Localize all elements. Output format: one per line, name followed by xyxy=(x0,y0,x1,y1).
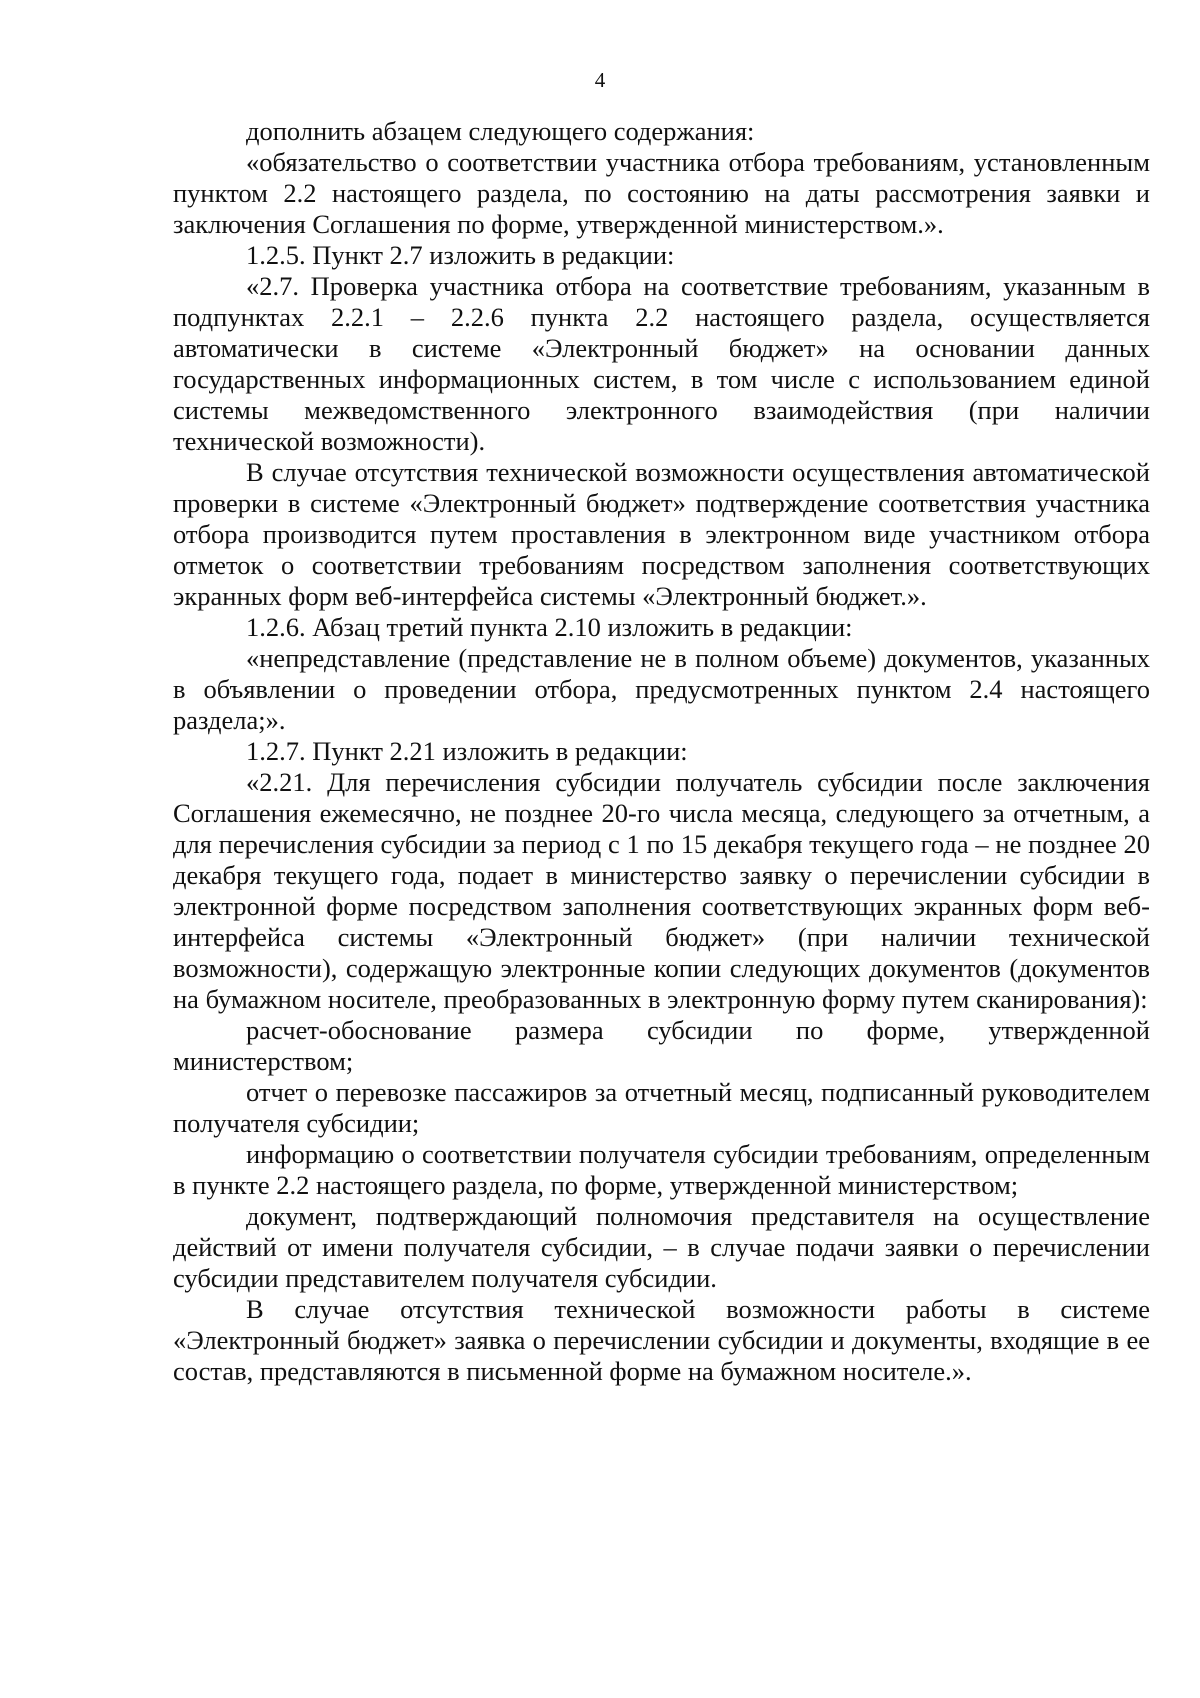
paragraph: дополнить абзацем следующего содержания: xyxy=(246,116,755,146)
paragraph: «обязательство о соответствии участника отбора требованиям, установленным пунктом 2.2 настоящего раздела, по состоянию на даты рассмотрения заявки и заключения Соглашения по форме, утвержденной министерством.». xyxy=(173,147,1150,239)
paragraph: «2.7. Проверка участника отбора на соответствие требованиям, указанным в подпунктах 2.2.1 – 2.2.6 пункта 2.2 настоящего раздела, осуществляется автоматически в системе «Электронный бюджет» на основании данных государственных информационных систем, в том числе с использованием единой системы межведомственного электронного взаимодействия (при наличии технической возможности). xyxy=(173,271,1150,456)
document-body xyxy=(173,116,1150,1387)
paragraph: документ, подтверждающий полномочия представителя на осуществление действий от имени получателя субсидии, – в случае подачи заявки о перечислении субсидии представителем получателя субсидии. xyxy=(173,1201,1150,1293)
paragraph: «2.21. Для перечисления субсидии получатель субсидии после заключения Соглашения ежемесячно, не позднее 20-го числа месяца, следующего за отчетным, а для перечисления субсидии за период с 1 по 15 декабря текущего года – не позднее 20 декабря текущего года, подает в министерство заявку о перечислении субсидии в электронной форме посредством заполнения соответствующих экранных форм веб-интерфейса системы «Электронный бюджет» (при наличии технической возможности), содержащую электронные копии следующих документов (документов на бумажном носителе, преобразованных в электронную форму путем сканирования): xyxy=(173,767,1150,1014)
paragraph: В случае отсутствия технической возможности работы в системе «Электронный бюджет» заявка о перечислении субсидии и документы, входящие в ее состав, представляются в письменной форме на бумажном носителе.». xyxy=(173,1294,1150,1386)
paragraph: 1.2.6. Абзац третий пункта 2.10 изложить в редакции: xyxy=(246,612,853,642)
paragraph: 1.2.5. Пункт 2.7 изложить в редакции: xyxy=(246,240,675,270)
paragraph: В случае отсутствия технической возможности осуществления автоматической проверки в системе «Электронный бюджет» подтверждение соответствия участника отбора производится путем проставления в электронном виде участником отбора отметок о соответствии требованиям посредством заполнения соответствующих экранных форм веб-интерфейса системы «Электронный бюджет.». xyxy=(173,457,1150,611)
paragraph: «непредставление (представление не в полном объеме) документов, указанных в объявлении о проведении отбора, предусмотренных пунктом 2.4 настоящего раздела;». xyxy=(173,643,1150,735)
paragraph: отчет о перевозке пассажиров за отчетный месяц, подписанный руководителем получателя субсидии; xyxy=(173,1077,1150,1138)
page-number: 4 xyxy=(594,68,606,92)
paragraph: 1.2.7. Пункт 2.21 изложить в редакции: xyxy=(246,736,688,766)
paragraph: информацию о соответствии получателя субсидии требованиям, определенным в пункте 2.2 настоящего раздела, по форме, утвержденной министерством; xyxy=(173,1139,1150,1200)
paragraph: расчет-обоснование размера субсидии по форме, утвержденной министерством; xyxy=(173,1015,1150,1076)
